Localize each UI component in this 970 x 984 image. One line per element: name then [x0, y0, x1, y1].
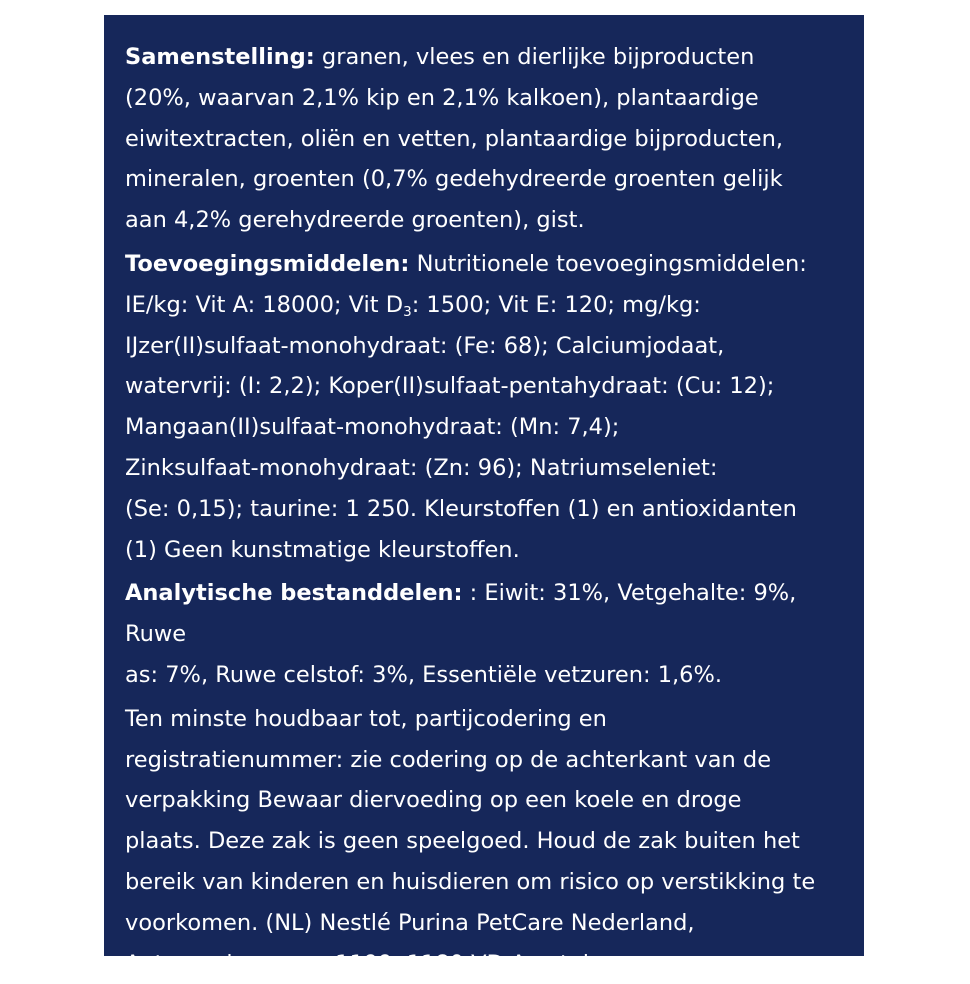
vitamin-d-subscript: 3 [403, 303, 412, 320]
composition-paragraph [125, 37, 844, 241]
analytical-text: : Eiwit: 31%, Vetgehalte: 9%, Ruwe as: 7%, Ruwe celstof: 3%, Essentiële vetzuren: 1,6%. [125, 580, 797, 688]
composition-text: granen, vlees en dierlijke bijproducten (20%, waarvan 2,1% kip en 2,1% kalkoen), plantaardige eiwitextracten, oliën en vetten, plantaardige bijproducten, mineralen, groenten (0,7% gedehydreerde groenten gelijk aan 4,2% gerehydreerde groenten), gist. [125, 44, 784, 234]
additives-paragraph [125, 244, 844, 570]
storage-paragraph: Ten minste houdbaar tot, partijcodering en registratienummer: zie codering op de achterkant van de verpakking Bewaar diervoeding op een koele en droge plaats. Deze zak is geen speelgoed. Houd de zak buiten het bereik van kinderen en huisdieren om risico op verstikking te voorkomen. (NL) Nestlé Purina PetCare Nederland, Antwoordnummer 1199, 1180 VD Amstelveen [125, 705, 816, 977]
additives-label: Toevoegingsmiddelen: [125, 250, 410, 277]
analytical-paragraph [125, 573, 844, 695]
analytical-label: Analytische bestanddelen: [125, 580, 463, 607]
label-panel [104, 15, 864, 977]
additives-text-part-1: Nutritionele toevoegingsmiddelen: IE/kg: Vit A: 18000; Vit D [125, 250, 807, 318]
additives-text-part-2: : 1500; Vit E: 120; mg/kg: IJzer(II)sulfaat-monohydraat: (Fe: 68); Calciumjodaat, watervrij: (I: 2,2); Koper(II)sulfaat-pentahydraat: (Cu: 12); Mangaan(II)sulfaat-monohydraat: (Mn: 7,4); Zinksulfaat-monohydraat: (Zn: 96); Natriumseleniet: (Se: 0,15); taurine: 1 250. Kleurstoffen (1) en antioxidanten (1) Geen kunstmatige kleurstoffen. [125, 291, 797, 563]
composition-label: Samenstelling: [125, 44, 315, 70]
